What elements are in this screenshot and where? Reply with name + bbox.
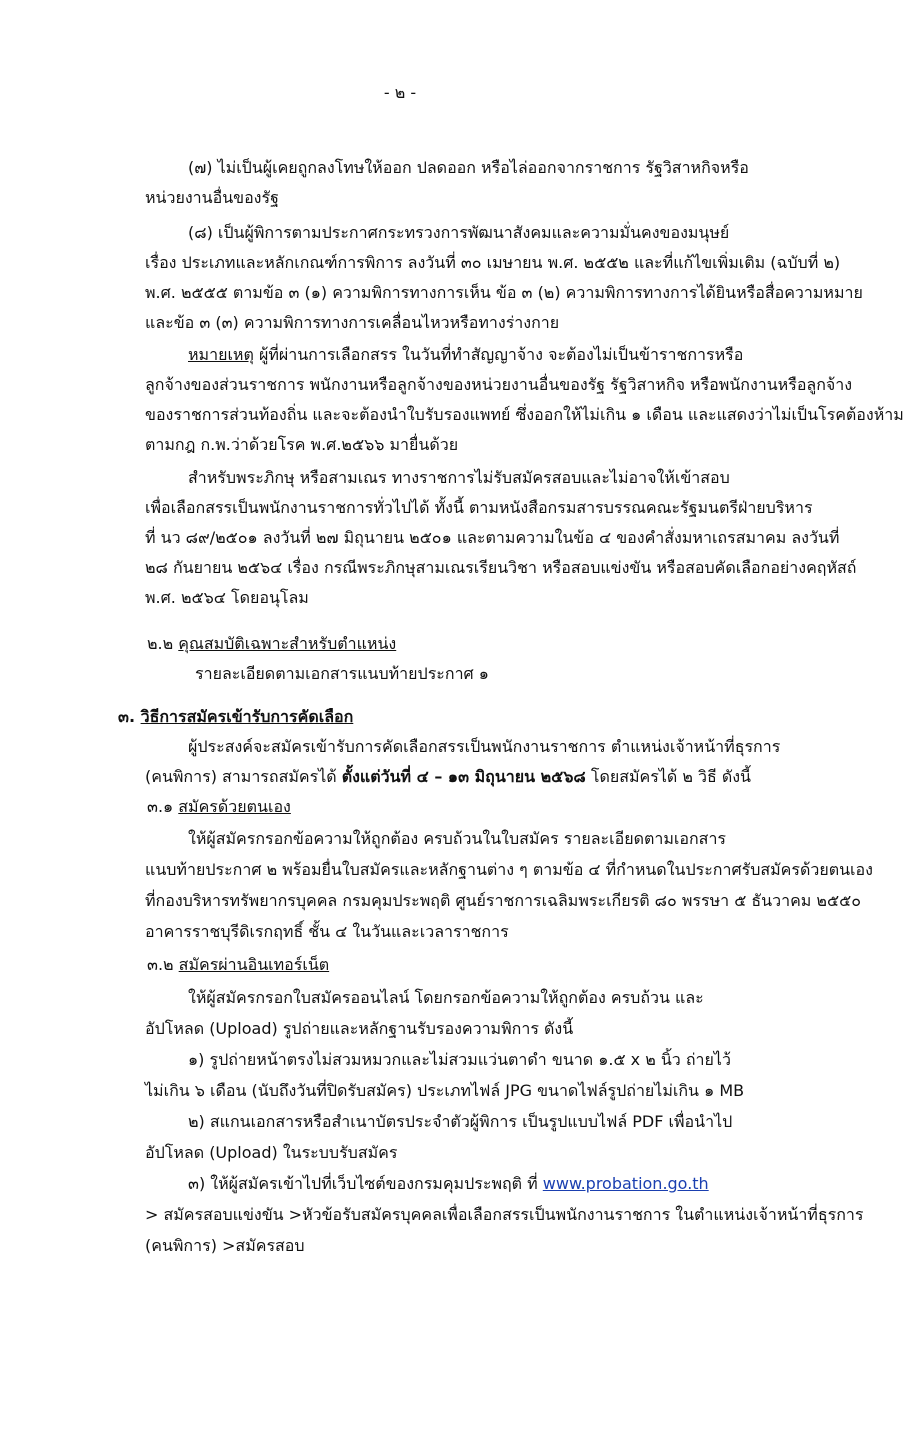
- section-3-1-line-1: ให้ผู้สมัครกรอกข้อความให้ถูกต้อง ครบถ้วนในใบสมัคร รายละเอียดตามเอกสาร: [188, 829, 727, 848]
- note-label: หมายเหตุ: [188, 345, 254, 364]
- upload-item-2-line-1: ๒) สแกนเอกสารหรือสำเนาบัตรประจำตัวผู้พิการ เป็นรูปแบบไฟล์ PDF เพื่อนำไป: [188, 1112, 733, 1131]
- section-3-heading: [118, 707, 763, 727]
- note-line-2: ลูกจ้างของส่วนราชการ พนักงานหรือลูกจ้างของหน่วยงานอื่นของรัฐ รัฐวิสาหกิจ หรือพนักงานหรือลูกจ้าง: [145, 375, 853, 394]
- monk-line-2: เพื่อเลือกสรรเป็นพนักงานราชการทั่วไปได้ ทั้งนี้ ตามหนังสือกรมสารบรรณคณะรัฐมนตรีฝ่ายบริหาร: [145, 498, 813, 517]
- application-period: ตั้งแต่วันที่ ๔ – ๑๓ มิถุนายน ๒๕๖๘: [341, 767, 586, 786]
- item-7-line-2: หน่วยงานอื่นของรัฐ: [145, 188, 279, 207]
- item-8-line-4: และข้อ ๓ (๓) ความพิการทางการเคลื่อนไหวหรือทางร่างกาย: [145, 313, 560, 332]
- upload-item-1-line-1: ๑) รูปถ่ายหน้าตรงไม่สวมหมวกและไม่สวมแว่นตาดำ ขนาด ๑.๕ x ๒ นิ้ว ถ่ายไว้: [188, 1050, 731, 1069]
- section-2-2-heading: [147, 634, 792, 654]
- upload-item-3-text: ๓) ให้ผู้สมัครเข้าไปที่เว็บไซต์ของกรมคุมประพฤติ ที่: [188, 1174, 543, 1193]
- section-3-2-number: ๓.๒: [147, 955, 174, 974]
- item-8-line-3: พ.ศ. ๒๕๕๕ ตามข้อ ๓ (๑) ความพิการทางการเห็น ข้อ ๓ (๒) ความพิการทางการได้ยินหรือสื่อความหมาย: [145, 283, 863, 302]
- section-3-1-title: สมัครด้วยตนเอง: [178, 797, 291, 816]
- section-3-2-line-2: อัปโหลด (Upload) รูปถ่ายและหลักฐานรับรองความพิการ ดังนี้: [145, 1019, 574, 1038]
- monk-line-5: พ.ศ. ๒๕๖๔ โดยอนุโลม: [145, 588, 309, 607]
- upload-item-3-line-2: > สมัครสอบแข่งขัน >หัวข้อรับสมัครบุคคลเพื่อเลือกสรรเป็นพนักงานราชการ ในตำแหน่งเจ้าหน้าที่ธุรการ: [145, 1205, 864, 1224]
- note-line-1: [188, 345, 790, 365]
- section-3-1-number: ๓.๑: [147, 797, 174, 816]
- section-3-2-line-1: ให้ผู้สมัครกรอกใบสมัครออนไลน์ โดยกรอกข้อความให้ถูกต้อง ครบถ้วน และ: [188, 988, 704, 1007]
- note-line-4: ตามกฎ ก.พ.ว่าด้วยโรค พ.ศ.๒๕๖๖ มายื่นด้วย: [145, 435, 459, 454]
- probation-website-link[interactable]: www.probation.go.th: [542, 1174, 709, 1193]
- section-3-1-line-2: แนบท้ายประกาศ ๒ พร้อมยื่นใบสมัครและหลักฐานต่าง ๆ ตามข้อ ๔ ที่กำหนดในประกาศรับสมัครด้วยตนเอง: [145, 860, 873, 879]
- section-2-2-number: ๒.๒: [147, 634, 174, 653]
- section-2-2-detail: รายละเอียดตามเอกสารแนบท้ายประกาศ ๑: [195, 664, 489, 683]
- section-3-number: ๓.: [118, 707, 136, 726]
- note-line-3: ของราชการส่วนท้องถิ่น และจะต้องนำใบรับรองแพทย์ ซึ่งออกให้ไม่เกิน ๑ เดือน และแสดงว่าไม่เป็นโรคต้องห้าม: [145, 405, 904, 424]
- section-3-2-title: สมัครผ่านอินเทอร์เน็ต: [178, 955, 330, 974]
- section-2-2-title: คุณสมบัติเฉพาะสำหรับตำแหน่ง: [178, 634, 397, 653]
- upload-item-2-line-2: อัปโหลด (Upload) ในระบบรับสมัคร: [145, 1143, 398, 1162]
- upload-item-1-line-2: ไม่เกิน ๖ เดือน (นับถึงวันที่ปิดรับสมัคร) ประเภทไฟล์ JPG ขนาดไฟล์รูปถ่ายไม่เกิน ๑ MB: [145, 1081, 745, 1100]
- item-7-line-1: (๗) ไม่เป็นผู้เคยถูกลงโทษให้ออก ปลดออก หรือไล่ออกจากราชการ รัฐวิสาหกิจหรือ: [188, 158, 749, 177]
- upload-item-3-line-1: [188, 1174, 790, 1194]
- section-3-line-2: [145, 767, 790, 787]
- page-number: - ๒ -: [383, 83, 417, 102]
- monk-line-1: สำหรับพระภิกษุ หรือสามเณร ทางราชการไม่รับสมัครสอบและไม่อาจให้เข้าสอบ: [188, 468, 730, 487]
- section-3-line-2c: โดยสมัครได้ ๒ วิธี ดังนี้: [585, 767, 751, 786]
- section-3-line-1: ผู้ประสงค์จะสมัครเข้ารับการคัดเลือกสรรเป็นพนักงานราชการ ตำแหน่งเจ้าหน้าที่ธุรการ: [188, 737, 781, 756]
- section-3-2-heading: [147, 955, 792, 975]
- section-3-1-heading: [147, 797, 792, 817]
- monk-line-4: ๒๘ กันยายน ๒๕๖๔ เรื่อง กรณีพระภิกษุสามเณรเรียนวิชา หรือสอบแข่งขัน หรือสอบคัดเลือกอย่างคฤหัสถ์: [145, 558, 857, 577]
- item-8-line-1: (๘) เป็นผู้พิการตามประกาศกระทรวงการพัฒนาสังคมและความมั่นคงของมนุษย์: [188, 223, 730, 242]
- upload-item-3-line-3: (คนพิการ) >สมัครสอบ: [145, 1236, 305, 1255]
- note-line-1-text: ผู้ที่ผ่านการเลือกสรร ในวันที่ทำสัญญาจ้าง จะต้องไม่เป็นข้าราชการหรือ: [253, 345, 744, 364]
- item-8-line-2: เรื่อง ประเภทและหลักเกณฑ์การพิการ ลงวันที่ ๓๐ เมษายน พ.ศ. ๒๕๕๒ และที่แก้ไขเพิ่มเติม (ฉบับที่ ๒): [145, 253, 841, 272]
- monk-line-3: ที่ นว ๘๙/๒๕๐๑ ลงวันที่ ๒๗ มิถุนายน ๒๕๐๑ และตามความในข้อ ๔ ของคำสั่งมหาเถรสมาคม ลงวันที่: [145, 528, 840, 547]
- section-3-1-line-4: อาคารราชบุรีดิเรกฤทธิ์ ชั้น ๔ ในวันและเวลาราชการ: [145, 922, 509, 941]
- section-3-title: วิธีการสมัครเข้ารับการคัดเลือก: [140, 707, 354, 726]
- section-3-line-2a: (คนพิการ) สามารถสมัครได้: [145, 767, 342, 786]
- section-3-1-line-3: ที่กองบริหารทรัพยากรบุคคล กรมคุมประพฤติ ศูนย์ราชการเฉลิมพระเกียรติ ๘๐ พรรษา ๕ ธันวาคม ๒๕๕๐: [145, 891, 861, 910]
